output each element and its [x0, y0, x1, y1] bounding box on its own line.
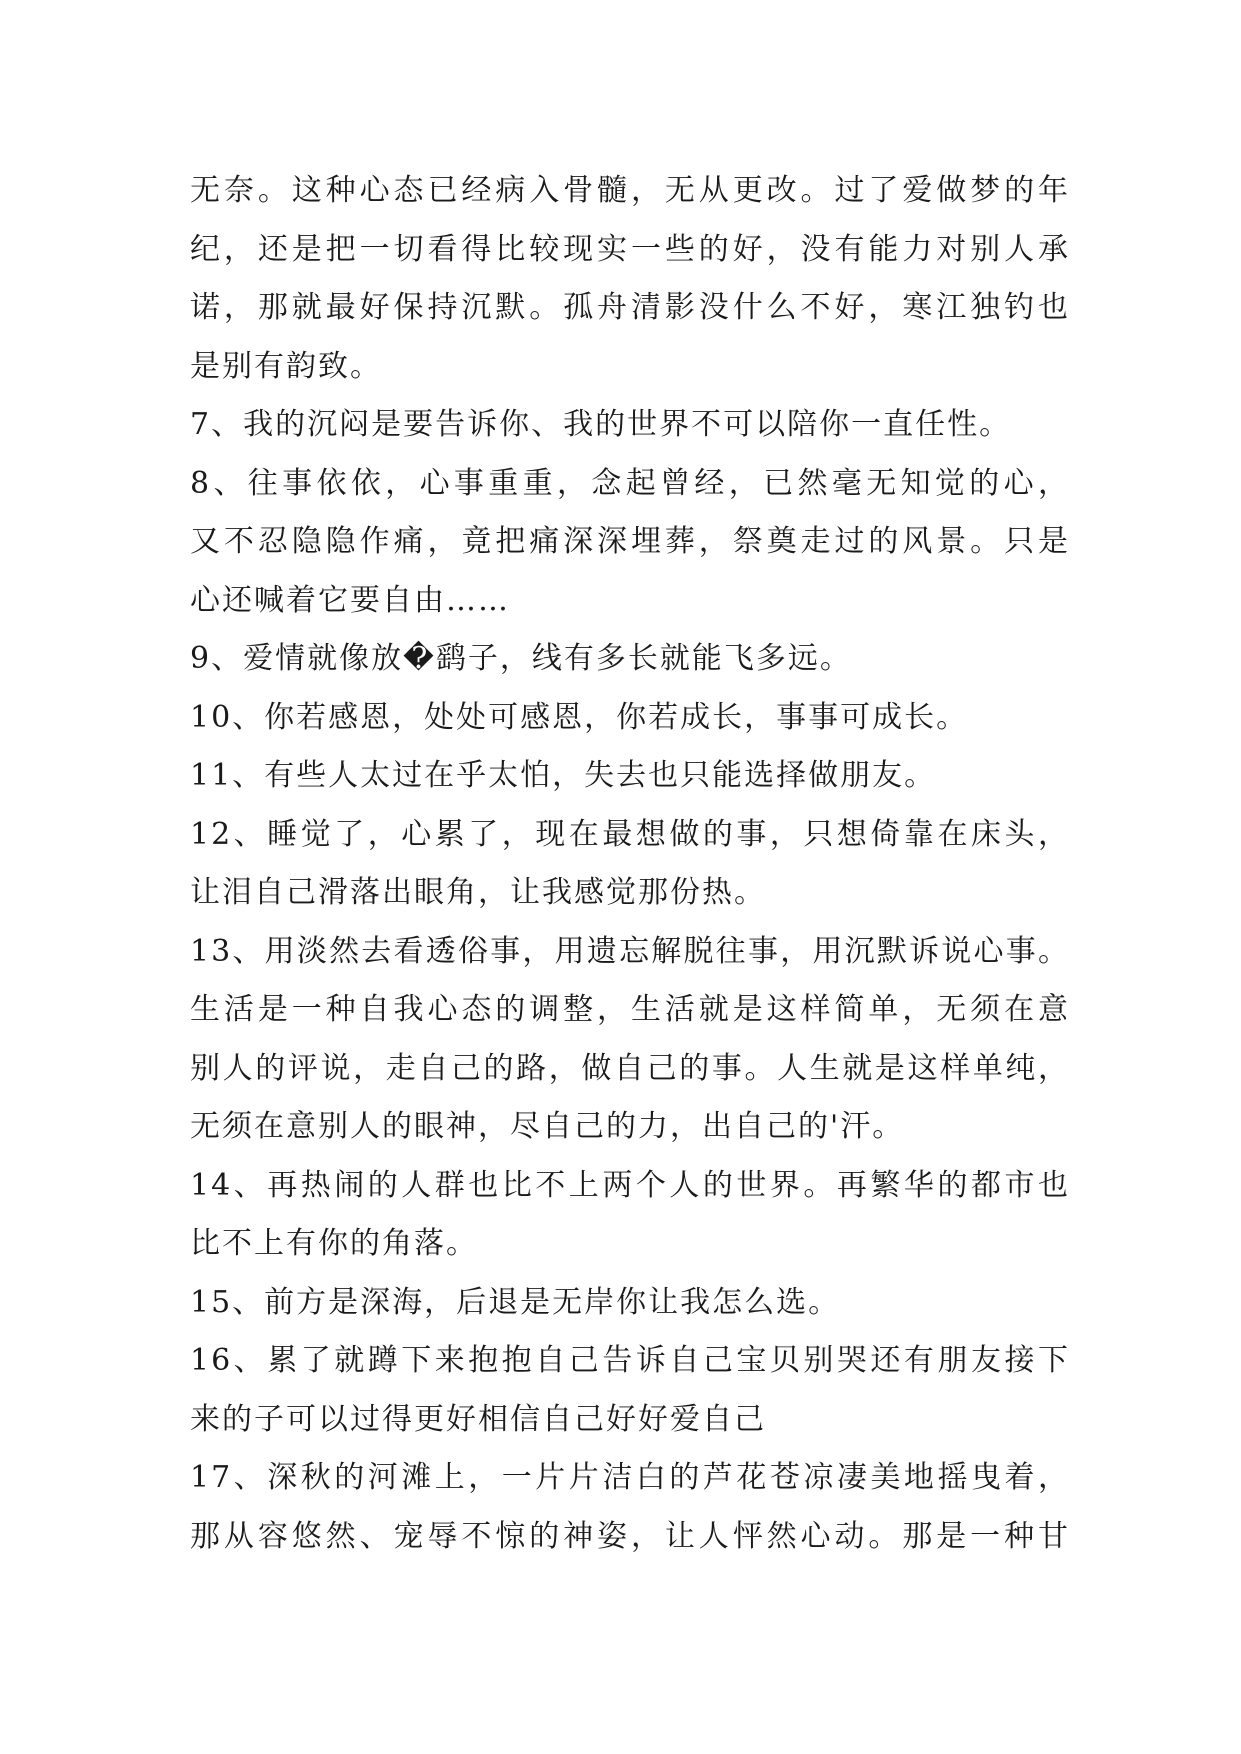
- text-line: 9、爱情就像放�鹞子，线有多长就能飞多远。: [190, 641, 852, 676]
- text-line: 13、用淡然去看透俗事，用遗忘解脱往事，用沉默诉说心事。: [190, 933, 1070, 969]
- text-line: 11、有些人太过在乎太怕，失去也只能选择做朋友。: [190, 758, 937, 793]
- text-line: 14、再热闹的人群也比不上两个人的世界。再繁华的都市也: [190, 1167, 1070, 1203]
- text-line: 又不忍隐隐作痛，竟把痛深深埋葬，祭奠走过的风景。只是: [190, 524, 1070, 559]
- text-line: 别人的评说，走自己的路，做自己的事。人生就是这样单纯，: [190, 1050, 1070, 1086]
- text-line: 8、往事依依，心事重重，念起曾经，已然毫无知觉的心，: [190, 465, 1070, 501]
- text-line: 7、我的沉闷是要告诉你、我的世界不可以陪你一直任性。: [190, 407, 1012, 442]
- text-line: 来的子可以过得更好相信自己好好爱自己: [190, 1401, 766, 1437]
- text-line: 比不上有你的角落。: [190, 1226, 478, 1261]
- text-line: 让泪自己滑落出眼角，让我感觉那份热。: [190, 875, 766, 910]
- text-line: 16、累了就蹲下来抱抱自己告诉自己宝贝别哭还有朋友接下: [190, 1343, 1070, 1378]
- text-line: 12、睡觉了，心累了，现在最想做的事，只想倚靠在床头，: [190, 816, 1070, 852]
- text-line: 15、前方是深海，后退是无岸你让我怎么选。: [190, 1284, 841, 1320]
- text-line: 是别有韵致。: [190, 348, 382, 384]
- text-line: 纪，还是把一切看得比较现实一些的好，没有能力对别人承: [190, 231, 1070, 267]
- text-line: 那从容悠然、宠辱不惊的神姿，让人怦然心动。那是一种甘: [190, 1518, 1070, 1554]
- text-line: 17、深秋的河滩上，一片片洁白的芦花苍凉凄美地摇曳着，: [190, 1460, 1070, 1495]
- text-line: 无奈。这种心态已经病入骨髓，无从更改。过了爱做梦的年: [190, 173, 1070, 208]
- text-line: 心还喊着它要自由……: [190, 582, 510, 618]
- text-line: 诺，那就最好保持沉默。孤舟清影没什么不好，寒江独钓也: [190, 290, 1070, 325]
- body-text: [190, 162, 1070, 1566]
- text-line: 10、你若感恩，处处可感恩，你若成长，事事可成长。: [190, 699, 969, 735]
- text-line: 生活是一种自我心态的调整，生活就是这样简单，无须在意: [190, 992, 1070, 1027]
- text-line: 无须在意别人的眼神，尽自己的力，出自己的'汗。: [190, 1109, 905, 1144]
